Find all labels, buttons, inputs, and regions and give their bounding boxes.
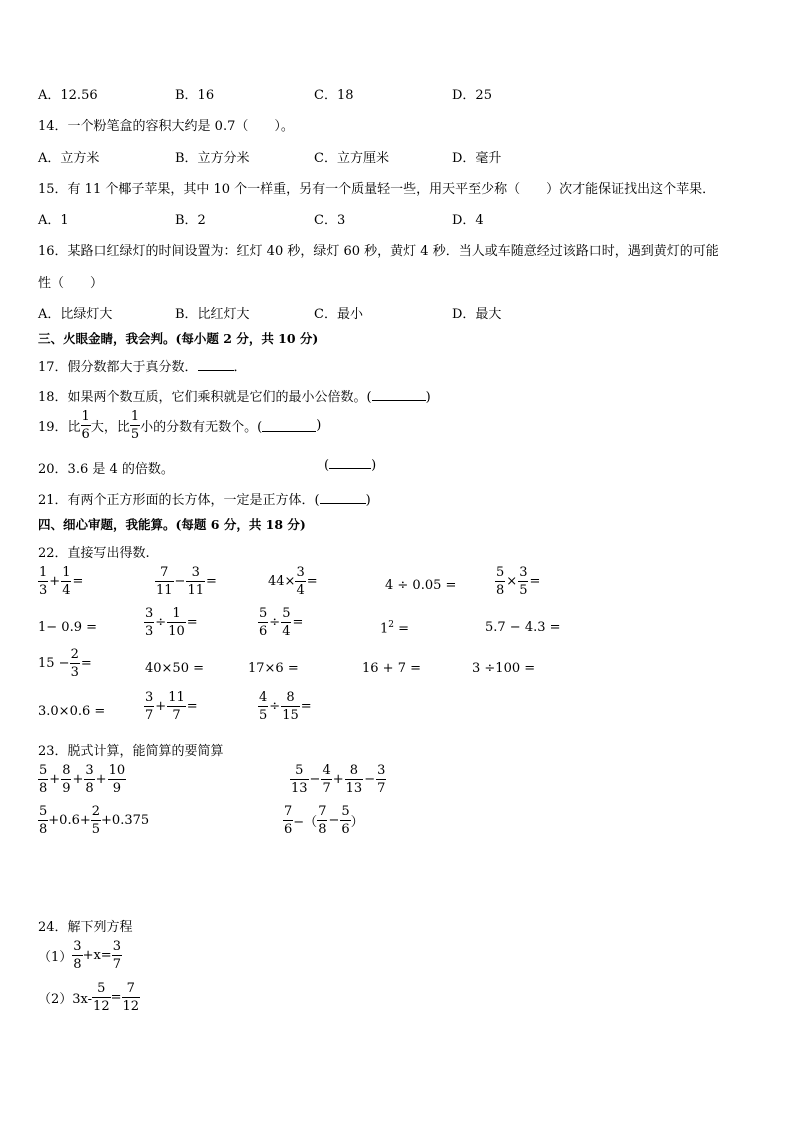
denominator: 7: [322, 781, 331, 796]
numerator: 5: [259, 606, 268, 621]
numerator: 1: [130, 409, 140, 424]
denominator: 6: [341, 822, 350, 837]
denominator: 8: [85, 781, 94, 796]
q16-text-line2: 性（ ）: [38, 276, 104, 291]
q22-expr-18: [258, 691, 313, 722]
denominator: 13: [291, 781, 308, 796]
section-4-heading: 四、细心审题，我能算。(每题 6 分，共 18 分): [38, 517, 306, 532]
denominator: 6: [81, 427, 90, 442]
denominator: 3: [70, 665, 79, 680]
denominator: 3: [39, 583, 48, 598]
operator: ÷: [269, 699, 281, 714]
q21-blank: [320, 503, 366, 504]
equals: =: [186, 699, 198, 714]
denominator: 12: [93, 999, 110, 1014]
middle: =: [110, 990, 122, 1005]
middle: +x=: [82, 948, 112, 963]
denominator: 7: [172, 708, 181, 723]
q14-text: 14．一个粉笔盒的容积大约是 0.7（ ）。: [38, 119, 294, 134]
equals: =: [206, 574, 217, 589]
numerator: 10: [108, 763, 126, 778]
numerator: 5: [496, 565, 505, 580]
q13-option-a: A．12.56: [38, 88, 98, 103]
fraction: [186, 566, 205, 597]
equals: =: [72, 574, 84, 589]
q22-title: 22．直接写出得数.: [38, 546, 150, 561]
fraction: [91, 805, 101, 836]
denominator: 8: [73, 957, 82, 972]
q19: [38, 410, 321, 441]
denominator: 4: [282, 624, 291, 639]
fraction: [61, 764, 71, 795]
q14-option-a: A．立方米: [38, 151, 100, 166]
fraction: [321, 764, 331, 795]
numerator: 5: [290, 764, 309, 780]
fraction: [108, 764, 127, 795]
q13-option-b: B．16: [175, 88, 215, 103]
fraction: [155, 566, 174, 597]
q23-calc-3: [38, 805, 149, 836]
numerator: 3: [73, 939, 82, 954]
operator: +: [95, 772, 107, 787]
q16-option-a: A．比绿灯大: [38, 307, 113, 322]
numerator: 3: [377, 763, 386, 778]
denominator: 5: [519, 583, 528, 598]
q18-text: 18．如果两个数互质，它们乘积就是它们的最小公倍数。(: [38, 390, 372, 405]
q24-title: 24．解下列方程: [38, 920, 133, 935]
numerator: 3: [145, 606, 154, 621]
fraction: [317, 805, 327, 836]
q22-expr-9: [380, 620, 409, 636]
numerator: 1: [81, 409, 90, 424]
end: ）: [350, 815, 364, 830]
operator: +: [332, 772, 344, 787]
operator: ×: [506, 574, 518, 589]
denominator: 12: [122, 999, 140, 1014]
denominator: 8: [39, 822, 48, 837]
fraction: [84, 764, 94, 795]
q15-option-a: A．1: [38, 213, 69, 228]
denominator: 7: [112, 957, 121, 972]
fraction: [281, 691, 300, 722]
q18: [38, 386, 431, 405]
denominator: 4: [296, 583, 305, 598]
q17-blank: [198, 370, 234, 371]
denominator: 7: [145, 708, 154, 723]
denominator: 11: [187, 583, 204, 598]
numerator: 3: [112, 939, 121, 954]
label: （1）: [38, 950, 73, 965]
operator: −: [309, 772, 321, 787]
numerator: 3: [186, 566, 205, 582]
q22-expr-4: 4 ÷ 0.05 =: [385, 578, 457, 593]
label: （2）3x-: [38, 992, 93, 1007]
equals: =: [529, 574, 541, 589]
q23-calc-2: [290, 764, 386, 795]
q20-text: 20．3.6 是 4 的倍数。: [38, 462, 174, 477]
denominator: 8: [318, 822, 327, 837]
fraction: [122, 982, 141, 1013]
q20-open: (: [324, 458, 330, 473]
denominator: 10: [168, 624, 185, 639]
numerator: 8: [281, 691, 300, 707]
numerator: 7: [155, 566, 174, 582]
numerator: 11: [168, 690, 185, 705]
q22-expr-3: [268, 566, 319, 597]
equals: =: [292, 615, 304, 630]
q15-option-c: C．3: [314, 213, 346, 228]
section-3-heading: 三、火眼金睛，我会判。(每小题 2 分，共 10 分): [38, 331, 319, 346]
equals: =: [80, 656, 92, 671]
q17-text: 17．假分数都大于真分数．: [38, 360, 198, 375]
fraction: [112, 940, 122, 971]
q18-blank: [372, 400, 426, 401]
middle: +0.6+: [48, 813, 91, 828]
denominator: 9: [62, 781, 71, 796]
q21-end: ): [365, 493, 371, 508]
fraction: [258, 607, 268, 638]
middle: −（: [293, 815, 318, 830]
denominator: 8: [496, 583, 505, 598]
fraction: [144, 607, 154, 638]
fraction: [345, 764, 364, 795]
operator: +: [49, 574, 61, 589]
fraction: [376, 764, 386, 795]
fraction: [70, 648, 80, 679]
numerator: 1: [167, 607, 186, 623]
q16-option-c: C．最小: [314, 307, 363, 322]
numerator: 4: [259, 690, 268, 705]
q22-expr-1: [38, 566, 84, 597]
numerator: 8: [345, 764, 364, 780]
denominator: 3: [145, 624, 154, 639]
operator: −: [364, 772, 376, 787]
q23-calc-1: [38, 764, 126, 795]
q24-equation-2: [38, 982, 140, 1013]
denominator: 5: [259, 708, 268, 723]
q20-end: ): [371, 458, 377, 473]
denominator: 6: [259, 624, 268, 639]
fraction: [518, 566, 528, 597]
fraction: [92, 982, 111, 1013]
q23-calc-4: [283, 805, 364, 836]
equals: =: [186, 615, 198, 630]
q19-suffix: 小的分数有无数个。(: [140, 420, 263, 435]
q24-equation-1: [38, 940, 122, 971]
prefix: 15 −: [38, 656, 70, 671]
numerator: 5: [341, 804, 350, 819]
operator: +: [72, 772, 84, 787]
denominator: 13: [345, 781, 363, 796]
numerator: 5: [39, 763, 48, 778]
q16-option-d: D．最大: [452, 307, 502, 322]
q21-text: 21．有两个正方形面的长方体，一定是正方体．(: [38, 493, 320, 508]
denominator: 8: [39, 781, 48, 796]
equals: =: [300, 699, 312, 714]
fraction: [38, 764, 48, 795]
numerator: 5: [39, 804, 48, 819]
operator: +: [49, 772, 61, 787]
prefix: 44×: [268, 574, 296, 589]
operator: ÷: [269, 615, 281, 630]
q21: [38, 489, 371, 508]
q16-text-line1: 16．某路口红绿灯的时间设置为：红灯 40 秒，绿灯 60 秒，黄灯 4 秒．当人或车随意经过该路口时，遇到黄灯的可能: [38, 244, 719, 259]
end: +0.375: [101, 813, 150, 828]
numerator: 3: [145, 690, 154, 705]
q19-mid: 大，比: [90, 420, 130, 435]
numerator: 3: [296, 565, 305, 580]
q19-prefix: 19．比: [38, 420, 81, 435]
numerator: 2: [91, 804, 101, 819]
operator: −: [174, 574, 186, 589]
denominator: 9: [112, 781, 121, 796]
fraction: [290, 764, 309, 795]
q22-expr-16: 3.0×0.6 =: [38, 704, 106, 719]
q20-answer: [324, 458, 376, 473]
numerator: 3: [519, 565, 528, 580]
q15-option-b: B．2: [175, 213, 206, 228]
numerator: 5: [92, 982, 111, 998]
denominator: 6: [284, 822, 293, 837]
numerator: 3: [85, 763, 94, 778]
numerator: 5: [282, 606, 291, 621]
q22-expr-13: 17×6 =: [248, 661, 299, 676]
fraction: [295, 566, 305, 597]
fraction: [495, 566, 505, 597]
q19-fraction-1: [81, 410, 91, 441]
q19-blank: [262, 419, 316, 432]
q22-expr-10: 5.7 − 4.3 =: [485, 620, 561, 635]
denominator: 4: [62, 583, 71, 598]
fraction: [72, 940, 82, 971]
exponent: 2: [388, 620, 395, 630]
fraction: [281, 607, 291, 638]
numerator: 1: [39, 565, 48, 580]
fraction: [61, 566, 71, 597]
numerator: 8: [62, 763, 71, 778]
q17: [38, 356, 247, 375]
q14-option-c: C．立方厘米: [314, 151, 389, 166]
denominator: 11: [156, 583, 173, 598]
equals: =: [306, 574, 318, 589]
q22-expr-7: [144, 607, 199, 638]
numerator: 7: [122, 982, 141, 998]
q15-text: 15．有 11 个椰子苹果，其中 10 个一样重，另有一个质量轻一些，用天平至少称（ ）次才能保证找出这个苹果．: [38, 182, 716, 197]
q19-fraction-2: [130, 410, 140, 441]
fraction: [38, 805, 48, 836]
q14-option-b: B．立方分米: [175, 151, 250, 166]
q22-expr-14: 16 + 7 =: [362, 661, 421, 676]
q22-expr-8: [258, 607, 304, 638]
q22-expr-11: [38, 648, 93, 679]
q22-expr-5: [495, 566, 541, 597]
q17-end: ．: [233, 360, 247, 375]
numerator: 7: [318, 804, 327, 819]
q19-end: ): [316, 418, 322, 433]
fraction: [167, 607, 186, 638]
q22-expr-17: [144, 691, 199, 722]
operator: +: [155, 699, 167, 714]
numerator: 2: [70, 647, 79, 662]
numerator: 4: [322, 763, 331, 778]
operator: ÷: [155, 615, 167, 630]
q18-end: ): [425, 390, 431, 405]
q13-option-d: D．25: [452, 88, 492, 103]
base: 1: [380, 621, 389, 637]
q22-expr-6: 1− 0.9 =: [38, 620, 97, 635]
operator: −: [328, 813, 340, 828]
q23-title: 23．脱式计算，能简算的要简算: [38, 744, 224, 759]
q16-option-b: B．比红灯大: [175, 307, 250, 322]
q13-option-c: C．18: [314, 88, 354, 103]
denominator: 5: [130, 427, 140, 442]
fraction: [38, 566, 48, 597]
q22-expr-15: 3 ÷100 =: [472, 661, 536, 676]
q14-option-d: D．毫升: [452, 151, 502, 166]
numerator: 7: [284, 804, 293, 819]
denominator: 5: [91, 822, 101, 837]
equals: =: [394, 621, 410, 637]
denominator: 15: [282, 708, 299, 723]
fraction: [283, 805, 293, 836]
q22-expr-2: [155, 566, 218, 597]
numerator: 1: [62, 565, 71, 580]
q22-expr-12: 40×50 =: [145, 661, 205, 676]
fraction: [258, 691, 268, 722]
q20-blank: [329, 468, 371, 469]
q15-option-d: D．4: [452, 213, 484, 228]
denominator: 7: [377, 781, 386, 796]
fraction: [340, 805, 350, 836]
fraction: [144, 691, 154, 722]
fraction: [167, 691, 186, 722]
